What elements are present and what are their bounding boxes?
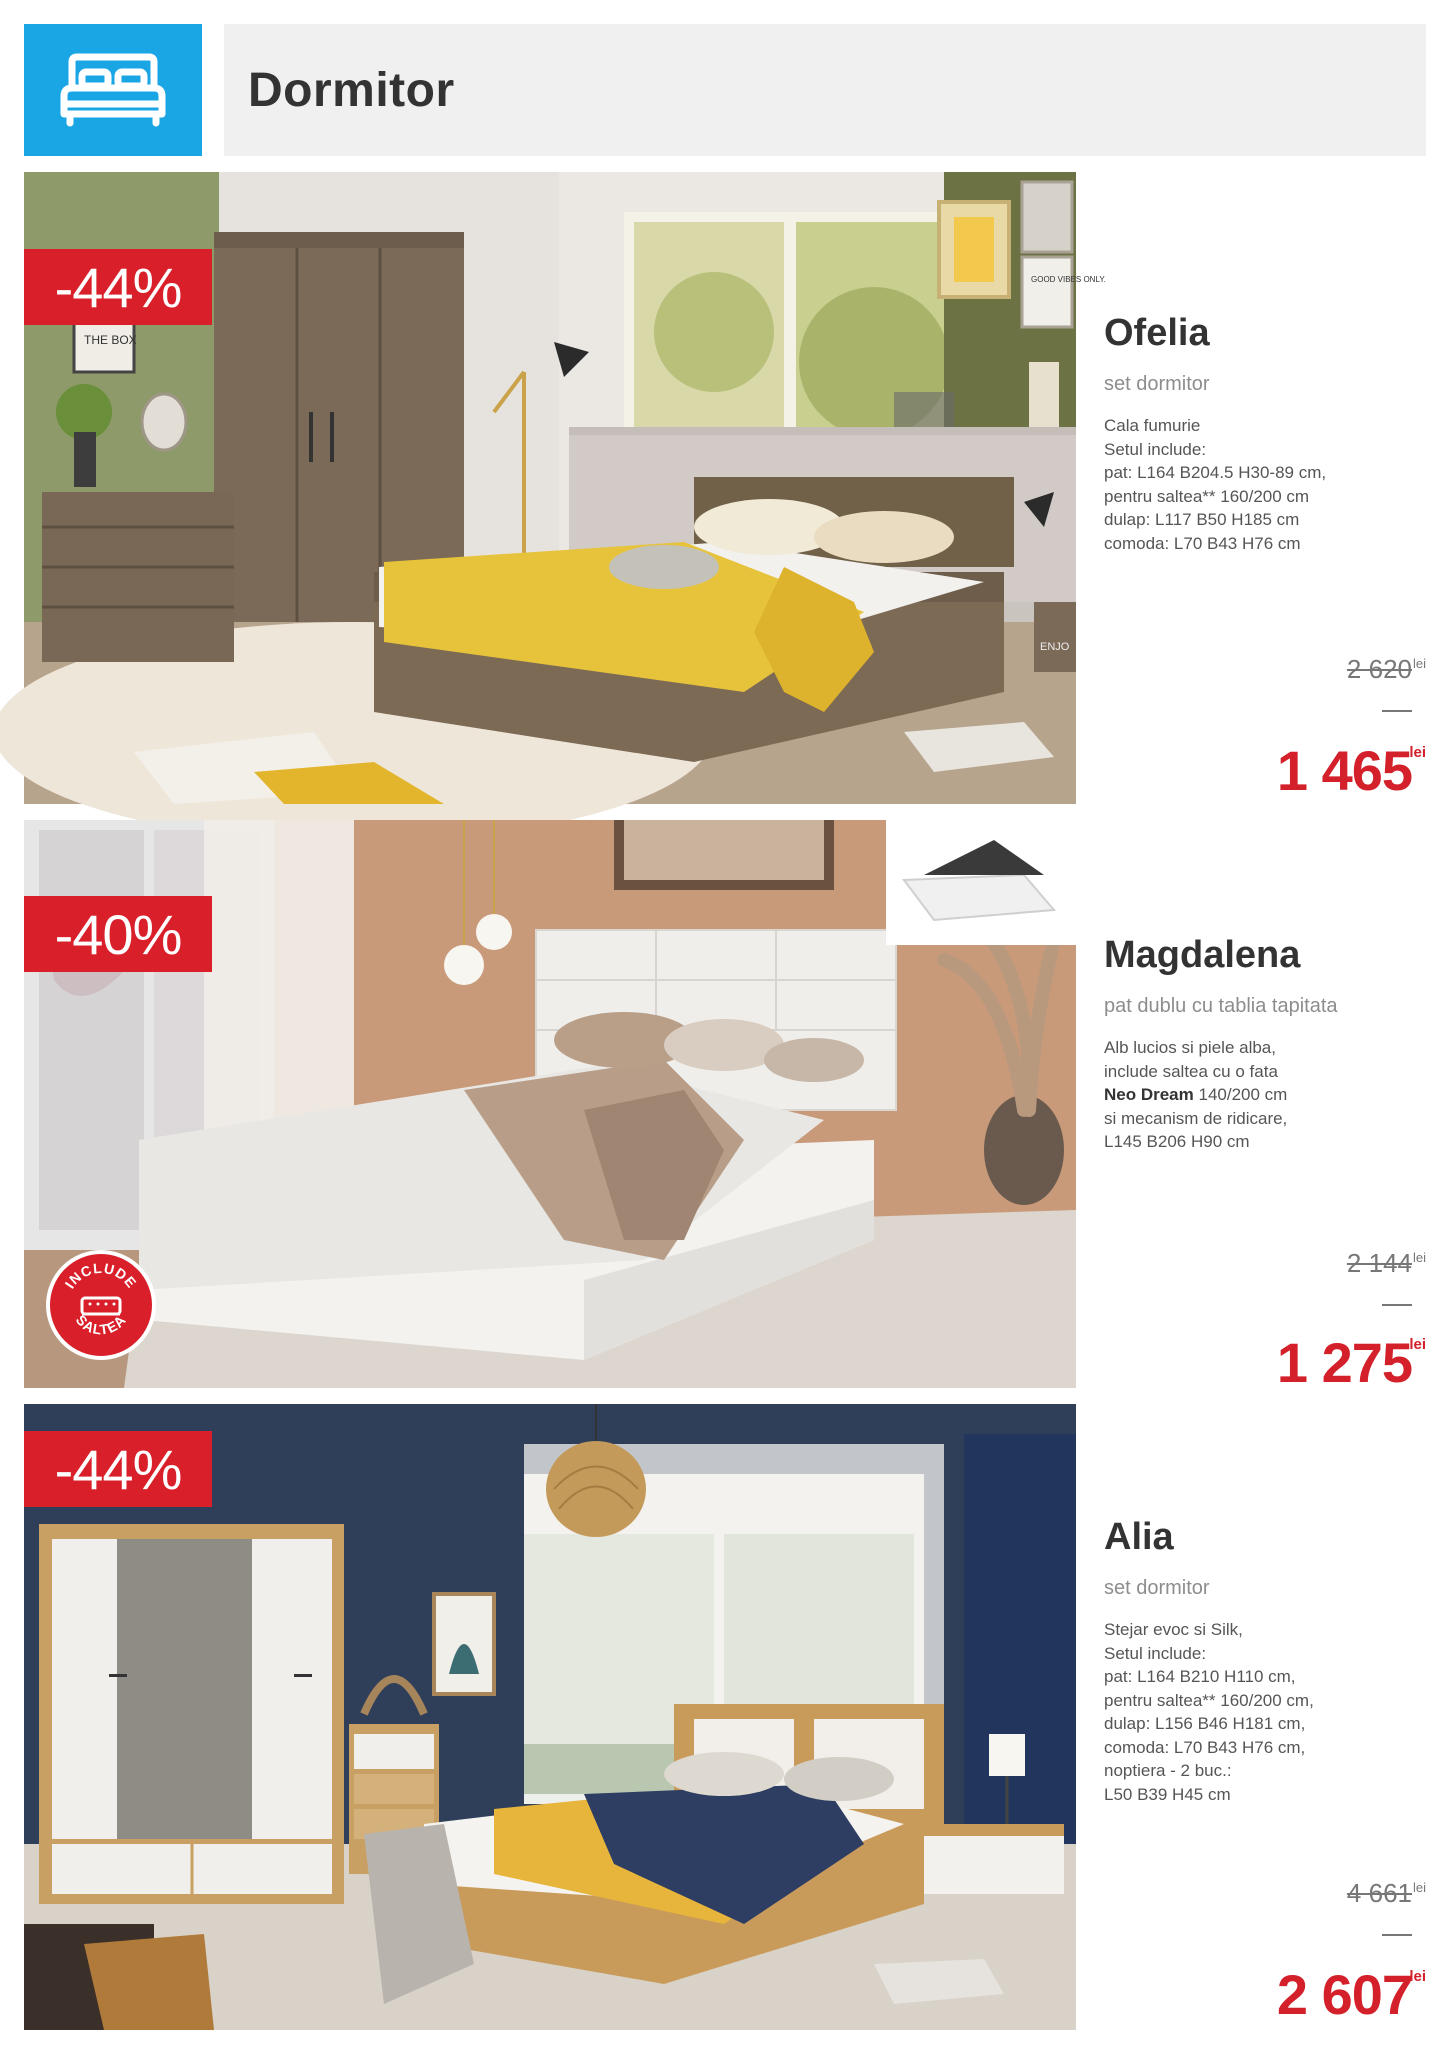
description-line: Setul include: [1104, 439, 1207, 459]
product-photo[interactable] [24, 820, 1076, 1388]
description-line: dulap: L156 B46 H181 cm, [1104, 1714, 1306, 1733]
product-info [1104, 934, 1424, 1154]
product-name[interactable]: Magdalena [1104, 934, 1301, 976]
product-photo[interactable] [24, 1404, 1076, 2030]
new-price [1276, 1330, 1426, 1395]
discount-badge: -44% [24, 1431, 212, 1507]
new-price-value: 1 275 [1276, 1331, 1412, 1394]
product-description [1104, 414, 1424, 555]
description-line: dulap: L117 B50 H185 cm [1104, 510, 1300, 529]
product-subtitle: set dormitor [1104, 1577, 1210, 1599]
description-line: comoda: L70 B43 H76 cm [1104, 533, 1301, 553]
description-line: comoda: L70 B43 H76 cm, [1104, 1737, 1306, 1757]
product-card-ofelia[interactable] [24, 172, 1426, 804]
product-description [1104, 1618, 1424, 1806]
description-line: include saltea cu o fata [1104, 1061, 1278, 1081]
badge-bottom-text: SALTEA [72, 1311, 130, 1338]
description-line: pentru saltea** 160/200 cm [1104, 486, 1310, 506]
category-icon-tile [24, 24, 202, 156]
product-name[interactable]: Alia [1104, 1516, 1174, 1558]
description-line: L145 B206 H90 cm [1104, 1132, 1250, 1151]
product-photo[interactable] [24, 172, 1106, 804]
poster-vibes-text: GOOD VIBES ONLY. [1031, 275, 1106, 284]
currency-label: lei [1409, 1336, 1426, 1353]
description-line: Alb lucios si piele alba, [1104, 1038, 1276, 1057]
description-line: Stejar evoc si Silk, [1104, 1620, 1243, 1639]
currency-label: lei [1412, 1880, 1426, 1895]
mattress-size: 140/200 cm [1198, 1085, 1288, 1104]
old-price [1346, 1248, 1426, 1279]
description-line: pat: L164 B210 H110 cm, [1104, 1667, 1296, 1686]
price-separator [1382, 710, 1412, 712]
product-description [1104, 1036, 1424, 1154]
old-price-value: 2 620 [1346, 654, 1412, 684]
new-price-value: 1 465 [1276, 739, 1412, 802]
box-label-text: ENJO [1040, 641, 1070, 653]
mattress-brand: Neo Dream [1104, 1085, 1194, 1104]
page-title: Dormitor [248, 63, 455, 117]
product-info [1104, 1516, 1424, 1806]
description-line: pat: L164 B204.5 H30-89 cm, [1104, 463, 1327, 482]
currency-label: lei [1412, 656, 1426, 671]
price-separator [1382, 1304, 1412, 1306]
currency-label: lei [1409, 744, 1426, 761]
product-name[interactable]: Ofelia [1104, 312, 1210, 354]
description-line: pentru saltea** 160/200 cm, [1104, 1690, 1314, 1710]
discount-badge: -44% [24, 249, 212, 325]
product-card-alia[interactable] [24, 1404, 1426, 2030]
currency-label: lei [1409, 1968, 1426, 1985]
old-price [1346, 654, 1426, 685]
discount-badge: -40% [24, 896, 212, 972]
category-header [224, 24, 1426, 156]
old-price-value: 2 144 [1346, 1248, 1412, 1278]
old-price-value: 4 661 [1346, 1878, 1412, 1908]
bed-icon [58, 52, 168, 128]
description-line: si mecanism de ridicare, [1104, 1108, 1288, 1128]
mattress-icon [50, 1254, 152, 1356]
product-info [1104, 312, 1424, 555]
currency-label: lei [1412, 1250, 1426, 1265]
new-price [1276, 738, 1426, 803]
old-price [1346, 1878, 1426, 1909]
description-line: noptiera - 2 buc.: [1104, 1761, 1232, 1780]
description-line: Cala fumurie [1104, 416, 1201, 435]
price-separator [1382, 1934, 1412, 1936]
product-subtitle: pat dublu cu tablia tapitata [1104, 995, 1338, 1017]
new-price-value: 2 607 [1276, 1963, 1412, 2026]
product-card-magdalena[interactable] [24, 820, 1426, 1394]
include-mattress-badge [46, 1250, 156, 1360]
new-price [1276, 1962, 1426, 2027]
description-line [1104, 1083, 1424, 1107]
svg-text:INCLUDE [61, 1260, 140, 1292]
product-subtitle: set dormitor [1104, 373, 1210, 395]
poster-box-text: THE BOX [84, 333, 137, 347]
description-line: L50 B39 H45 cm [1104, 1784, 1231, 1804]
badge-top-text: INCLUDE [61, 1259, 141, 1292]
description-line: Setul include: [1104, 1643, 1207, 1663]
